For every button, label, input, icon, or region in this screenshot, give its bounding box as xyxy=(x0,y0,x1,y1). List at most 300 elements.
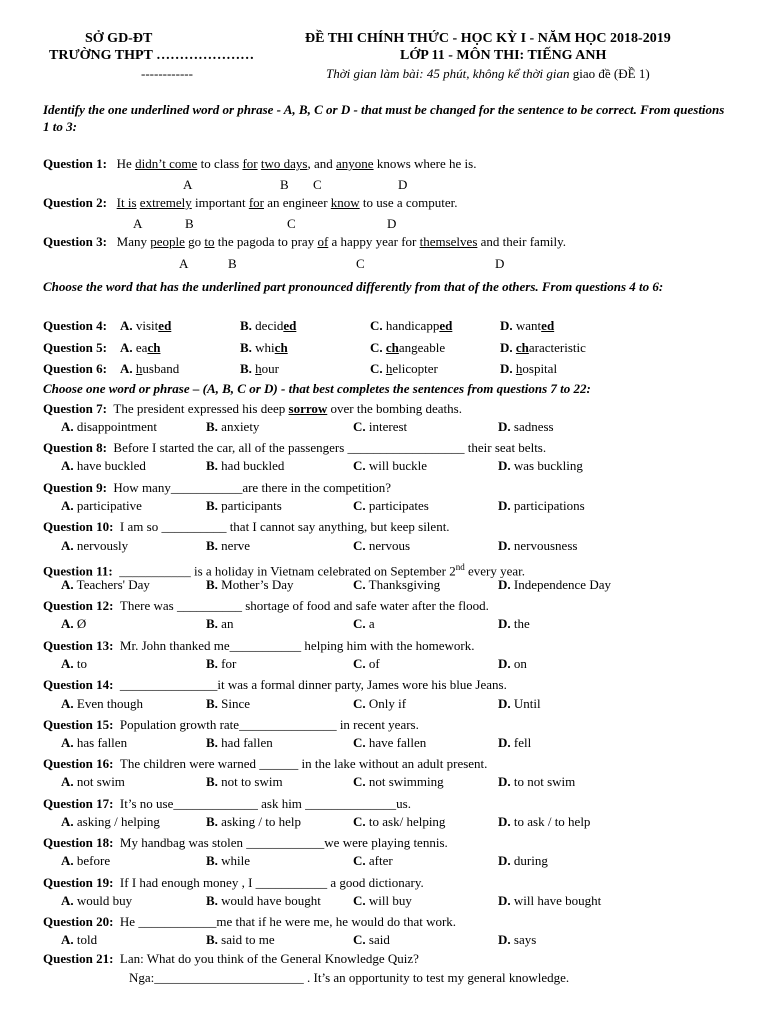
question-text: I am so __________ that I cannot say anything, but keep silent. xyxy=(119,519,450,534)
option-b xyxy=(240,318,296,334)
question-19-options xyxy=(43,893,743,909)
question-5 xyxy=(43,340,743,356)
question-6 xyxy=(43,361,743,377)
option-letter: A. xyxy=(61,696,74,711)
option-d xyxy=(498,853,548,869)
option-letter: D. xyxy=(498,538,511,553)
option-letter: C. xyxy=(370,361,383,376)
option-letter: D. xyxy=(498,458,511,473)
question-2 xyxy=(43,195,458,211)
option-letter: B. xyxy=(206,656,218,671)
question-text: The president expressed his deep xyxy=(113,401,289,416)
question-text: He ____________me that if he were me, he would do that work. xyxy=(119,914,457,929)
underlined-b: for xyxy=(242,156,258,171)
question-label: Question 18: xyxy=(43,835,114,850)
option-c xyxy=(353,696,406,712)
question-1 xyxy=(43,156,476,172)
option-text: Mother’s Day xyxy=(221,577,294,592)
option-text: after xyxy=(368,853,393,868)
option-a xyxy=(61,774,125,790)
option-a xyxy=(61,656,87,672)
question-17-options xyxy=(43,814,743,830)
option-letter: A. xyxy=(61,538,74,553)
option-text: have fallen xyxy=(368,735,427,750)
question-10-options xyxy=(43,538,743,554)
option-letter: A. xyxy=(120,361,133,376)
question-text: ___________ is a holiday in Vietnam celebrated on September 2 xyxy=(119,563,456,579)
option-d xyxy=(498,696,541,712)
word-part: elicopter xyxy=(392,361,438,376)
option-c xyxy=(353,774,444,790)
underlined-c: two days xyxy=(260,156,308,171)
text: to use a computer. xyxy=(359,195,458,210)
option-a xyxy=(61,735,127,751)
question-label: Question 8: xyxy=(43,440,107,455)
option-letter: B. xyxy=(206,814,218,829)
option-text: disappointment xyxy=(76,419,158,434)
option-d xyxy=(498,616,530,632)
option-letter: C. xyxy=(353,616,366,631)
underlined-b: to xyxy=(204,234,215,249)
option-d xyxy=(498,656,527,672)
question-15 xyxy=(43,717,419,733)
department-name: SỞ GD-ĐT xyxy=(85,31,153,46)
option-letter: A. xyxy=(61,577,74,592)
option-letter: B. xyxy=(206,538,218,553)
option-text: Even though xyxy=(76,696,143,711)
option-letter: C. xyxy=(353,893,366,908)
option-letter: A. xyxy=(61,814,74,829)
letter-c: C xyxy=(313,177,322,192)
option-text: to not swim xyxy=(513,774,576,789)
option-letter: C. xyxy=(353,538,366,553)
letter-b: B xyxy=(228,256,237,271)
question-18-options xyxy=(43,853,743,869)
letter-d: D xyxy=(495,256,505,271)
letter-b: B xyxy=(280,177,289,192)
question-15-options xyxy=(43,735,743,751)
dialogue-line-2: Nga:_______________________ . It’s an opportunity to test my general knowledge. xyxy=(129,970,570,985)
question-label: Question 7: xyxy=(43,401,107,416)
question-13-options xyxy=(43,656,743,672)
underlined-part: h xyxy=(255,361,262,376)
option-c xyxy=(353,893,412,909)
option-letter: C. xyxy=(370,340,383,355)
option-letter: B. xyxy=(206,893,218,908)
option-text: not swimming xyxy=(368,774,444,789)
question-label: Question 15: xyxy=(43,717,114,732)
option-text: to xyxy=(76,656,88,671)
question-7 xyxy=(43,401,462,417)
option-letter: A. xyxy=(61,853,74,868)
option-text: will buckle xyxy=(368,458,428,473)
question-21 xyxy=(43,951,419,967)
option-c xyxy=(353,814,445,830)
underlined-part: ch xyxy=(274,340,288,355)
option-text: nervously xyxy=(76,538,129,553)
word-part: our xyxy=(261,361,280,376)
question-label: Question 11: xyxy=(43,563,113,579)
option-letter: C. xyxy=(353,774,366,789)
option-c xyxy=(353,656,380,672)
question-label: Question 3: xyxy=(43,234,107,249)
question-text: Before I started the car, all of the passengers __________________ their seat belts. xyxy=(113,440,547,455)
option-c xyxy=(370,361,438,377)
question-17 xyxy=(43,796,411,812)
option-a xyxy=(61,893,132,909)
text: He xyxy=(116,156,136,171)
key-word: sorrow xyxy=(288,401,328,416)
option-b xyxy=(206,893,321,909)
question-19 xyxy=(43,875,424,891)
question-text: every year. xyxy=(464,563,526,579)
underlined-part: ch xyxy=(147,340,161,355)
text: and their family. xyxy=(477,234,567,249)
option-text: says xyxy=(513,932,537,947)
option-letter: B. xyxy=(206,498,218,513)
underlined-part: h xyxy=(385,361,393,376)
underlined-d: themselves xyxy=(419,234,478,249)
word-part: ospital xyxy=(522,361,558,376)
option-a xyxy=(61,458,146,474)
option-letter: B. xyxy=(206,419,218,434)
option-d xyxy=(500,340,586,356)
question-label: Question 2: xyxy=(43,195,107,210)
option-c xyxy=(353,419,407,435)
question-16-options xyxy=(43,774,743,790)
question-text: There was __________ shortage of food and safe water after the flood. xyxy=(119,598,489,613)
option-letter: A. xyxy=(61,419,74,434)
option-letter: C. xyxy=(353,498,366,513)
option-letter: A. xyxy=(120,318,133,333)
option-c xyxy=(353,498,429,514)
question-16 xyxy=(43,756,487,772)
option-c xyxy=(353,932,390,948)
option-d xyxy=(498,458,583,474)
option-b xyxy=(206,616,233,632)
option-text: of xyxy=(368,656,380,671)
section2-instruction: Choose the word that has the underlined part pronounced differently from that of the others. From questions 4 to 6: xyxy=(43,279,664,294)
option-text: sadness xyxy=(513,419,554,434)
letter-a: A xyxy=(183,177,193,192)
option-letter: B. xyxy=(240,361,252,376)
question-10 xyxy=(43,519,450,535)
letter-a: A xyxy=(179,256,189,271)
option-letter: B. xyxy=(206,616,218,631)
word-part: whi xyxy=(255,340,275,355)
option-text: participates xyxy=(368,498,429,513)
option-a xyxy=(120,340,160,356)
option-text: participants xyxy=(221,498,282,513)
exam-title: ĐỀ THI CHÍNH THỨC - HỌC KỲ I - NĂM HỌC 2018-2019 xyxy=(305,31,671,46)
option-letter: C. xyxy=(353,814,366,829)
option-b xyxy=(206,932,275,948)
text: go xyxy=(184,234,205,249)
option-a xyxy=(61,577,150,593)
grade-subject: LỚP 11 - MÔN THI: TIẾNG ANH xyxy=(400,48,607,63)
option-c xyxy=(353,735,426,751)
text: to class xyxy=(197,156,243,171)
question-label: Question 6: xyxy=(43,361,107,376)
letter-b: B xyxy=(185,216,194,231)
option-a xyxy=(61,616,86,632)
word-part: handicapp xyxy=(385,318,440,333)
option-letter: A. xyxy=(61,458,74,473)
option-b xyxy=(206,458,284,474)
option-text: nervous xyxy=(368,538,411,553)
question-text: The children were warned ______ in the lake without an adult present. xyxy=(119,756,488,771)
option-letter: D. xyxy=(498,814,511,829)
option-a xyxy=(61,814,160,830)
option-letter: C. xyxy=(353,577,366,592)
option-text: on xyxy=(513,656,527,671)
question-text: over the bombing deaths. xyxy=(327,401,462,416)
option-letter: B. xyxy=(206,932,218,947)
option-text: said xyxy=(368,932,390,947)
underlined-part: ch xyxy=(385,340,399,355)
option-text: for xyxy=(221,656,237,671)
question-20 xyxy=(43,914,456,930)
question-20-options xyxy=(43,932,743,948)
text: Many xyxy=(116,234,151,249)
option-letter: B. xyxy=(206,696,218,711)
option-a xyxy=(61,853,110,869)
option-a xyxy=(61,696,143,712)
question-label: Question 1: xyxy=(43,156,107,171)
question-4 xyxy=(43,318,743,334)
option-letter: D. xyxy=(498,932,511,947)
option-letter: A. xyxy=(61,774,74,789)
question-11-options xyxy=(43,577,743,593)
time-allowed-rest: giao đề (ĐỀ 1) xyxy=(569,66,650,81)
option-letter: D. xyxy=(500,340,513,355)
option-letter: C. xyxy=(370,318,383,333)
question-label: Question 4: xyxy=(43,318,107,333)
option-letter: D. xyxy=(498,419,511,434)
option-text: nerve xyxy=(221,538,251,553)
option-c xyxy=(353,538,410,554)
question-label: Question 9: xyxy=(43,480,107,495)
question-12-options xyxy=(43,616,743,632)
option-c xyxy=(353,577,440,593)
underlined-c: of xyxy=(317,234,329,249)
option-text: had fallen xyxy=(221,735,273,750)
word-part: want xyxy=(515,318,542,333)
underlined-a: people xyxy=(150,234,185,249)
question-3-letters xyxy=(0,257,768,271)
option-text: Until xyxy=(513,696,541,711)
option-text: was buckling xyxy=(513,458,583,473)
question-8 xyxy=(43,440,546,456)
section1-instruction: Identify the one underlined word or phrase - A, B, C or D - that must be changed for the sentence to be correct. From questions 1 to 3: xyxy=(43,102,725,134)
option-d xyxy=(500,318,554,334)
underlined-part: h xyxy=(135,361,143,376)
question-label: Question 21: xyxy=(43,951,114,966)
option-letter: D. xyxy=(498,498,511,513)
option-text: Teachers' Day xyxy=(76,577,150,592)
option-letter: B. xyxy=(206,458,218,473)
question-9-options xyxy=(43,498,743,514)
option-text: interest xyxy=(368,419,408,434)
question-12 xyxy=(43,598,489,614)
option-letter: D. xyxy=(498,656,511,671)
option-text: will buy xyxy=(368,893,412,908)
option-letter: B. xyxy=(240,318,252,333)
question-18 xyxy=(43,835,448,851)
option-text: have buckled xyxy=(76,458,146,473)
option-a xyxy=(120,318,171,334)
option-b xyxy=(206,735,273,751)
option-d xyxy=(498,735,531,751)
option-text: Independence Day xyxy=(513,577,611,592)
option-text: would have bought xyxy=(221,893,321,908)
option-c xyxy=(370,318,452,334)
option-letter: A. xyxy=(120,340,133,355)
option-d xyxy=(498,893,601,909)
text: an engineer xyxy=(264,195,331,210)
option-letter: C. xyxy=(353,853,366,868)
question-label: Question 5: xyxy=(43,340,107,355)
underlined-c: for xyxy=(248,195,264,210)
option-text: participative xyxy=(76,498,142,513)
underlined-part: h xyxy=(515,361,523,376)
option-a xyxy=(61,538,128,554)
option-text: to ask/ helping xyxy=(368,814,446,829)
text: a happy year for xyxy=(328,234,420,249)
text: important xyxy=(191,195,249,210)
option-c xyxy=(353,458,427,474)
letter-d: D xyxy=(387,216,397,231)
option-text: fell xyxy=(513,735,532,750)
text: knows where he is. xyxy=(373,156,477,171)
option-text: said to me xyxy=(221,932,275,947)
option-b xyxy=(206,656,236,672)
option-letter: D. xyxy=(498,774,511,789)
option-letter: B. xyxy=(206,735,218,750)
text: the pagoda to pray xyxy=(214,234,318,249)
option-letter: C. xyxy=(353,458,366,473)
question-text: Population growth rate_______________ in recent years. xyxy=(119,717,419,732)
option-b xyxy=(240,340,288,356)
option-letter: C. xyxy=(353,656,366,671)
option-letter: D. xyxy=(498,853,511,868)
question-2-letters xyxy=(0,217,768,231)
option-text: participations xyxy=(513,498,585,513)
question-14-options xyxy=(43,696,743,712)
option-b xyxy=(206,696,250,712)
option-letter: A. xyxy=(61,893,74,908)
option-text: Only if xyxy=(368,696,407,711)
question-text: How many___________are there in the competition? xyxy=(113,480,392,495)
question-1-letters xyxy=(0,178,768,192)
option-text: an xyxy=(221,616,234,631)
option-letter: A. xyxy=(61,498,74,513)
question-label: Question 10: xyxy=(43,519,114,534)
question-3 xyxy=(43,234,566,250)
option-letter: A. xyxy=(61,616,74,631)
underlined-b: extremely xyxy=(139,195,192,210)
option-text: the xyxy=(513,616,530,631)
option-b xyxy=(206,853,250,869)
underlined-part: ch xyxy=(515,340,529,355)
letter-a: A xyxy=(133,216,143,231)
option-d xyxy=(498,774,575,790)
underlined-part: ed xyxy=(541,318,555,333)
underlined-d: know xyxy=(330,195,360,210)
question-label: Question 20: xyxy=(43,914,114,929)
question-13 xyxy=(43,638,475,654)
header-dashes: ------------ xyxy=(141,66,193,81)
option-a xyxy=(61,932,97,948)
time-allowed-italic: Thời gian làm bài: 45 phút, không kể thời gian xyxy=(326,66,570,81)
question-text: It’s no use_____________ ask him ______________us. xyxy=(119,796,411,811)
option-b xyxy=(206,774,283,790)
underlined-d: anyone xyxy=(336,156,374,171)
option-letter: D. xyxy=(498,735,511,750)
word-part: usband xyxy=(142,361,180,376)
dialogue-line-1: Lan: What do you think of the General Knowledge Quiz? xyxy=(119,951,419,966)
question-label: Question 17: xyxy=(43,796,114,811)
option-text: while xyxy=(221,853,251,868)
option-letter: D. xyxy=(498,616,511,631)
question-text: My handbag was stolen ____________we were playing tennis. xyxy=(119,835,448,850)
option-d xyxy=(498,419,554,435)
option-text: not swim xyxy=(76,774,125,789)
option-a xyxy=(61,419,157,435)
option-c xyxy=(353,616,375,632)
option-b xyxy=(206,814,301,830)
option-text: had buckled xyxy=(221,458,285,473)
option-letter: D. xyxy=(498,696,511,711)
question-text: _______________it was a formal dinner party, James wore his blue Jeans. xyxy=(119,677,507,692)
option-d xyxy=(498,814,590,830)
option-text: Thanksgiving xyxy=(368,577,441,592)
option-letter: C. xyxy=(353,696,366,711)
underlined-part: ed xyxy=(283,318,297,333)
option-text: told xyxy=(76,932,98,947)
option-letter: B. xyxy=(240,340,252,355)
question-7-options xyxy=(43,419,743,435)
option-a xyxy=(120,361,179,377)
time-allowed xyxy=(326,66,650,82)
question-text: Mr. John thanked me___________ helping him with the homework. xyxy=(119,638,475,653)
option-b xyxy=(206,419,259,435)
option-text: asking / to help xyxy=(221,814,301,829)
question-label: Question 12: xyxy=(43,598,114,613)
option-text: would buy xyxy=(76,893,133,908)
word-part: visit xyxy=(135,318,159,333)
letter-c: C xyxy=(356,256,365,271)
option-c xyxy=(370,340,445,356)
option-text: Ø xyxy=(76,616,87,631)
school-name: TRƯỜNG THPT ………………… xyxy=(49,48,255,63)
option-text: anxiety xyxy=(221,419,260,434)
option-letter: B. xyxy=(206,577,218,592)
question-14 xyxy=(43,677,507,693)
option-d xyxy=(498,577,611,593)
word-part: aracteristic xyxy=(528,340,586,355)
question-label: Question 14: xyxy=(43,677,114,692)
text: , and xyxy=(307,156,337,171)
question-text: If I had enough money , I ___________ a good dictionary. xyxy=(119,875,424,890)
option-b xyxy=(206,577,294,593)
word-part: decid xyxy=(255,318,284,333)
option-letter: A. xyxy=(61,656,74,671)
option-text: Since xyxy=(221,696,251,711)
option-text: a xyxy=(368,616,375,631)
option-text: not to swim xyxy=(221,774,283,789)
option-letter: C. xyxy=(353,735,366,750)
